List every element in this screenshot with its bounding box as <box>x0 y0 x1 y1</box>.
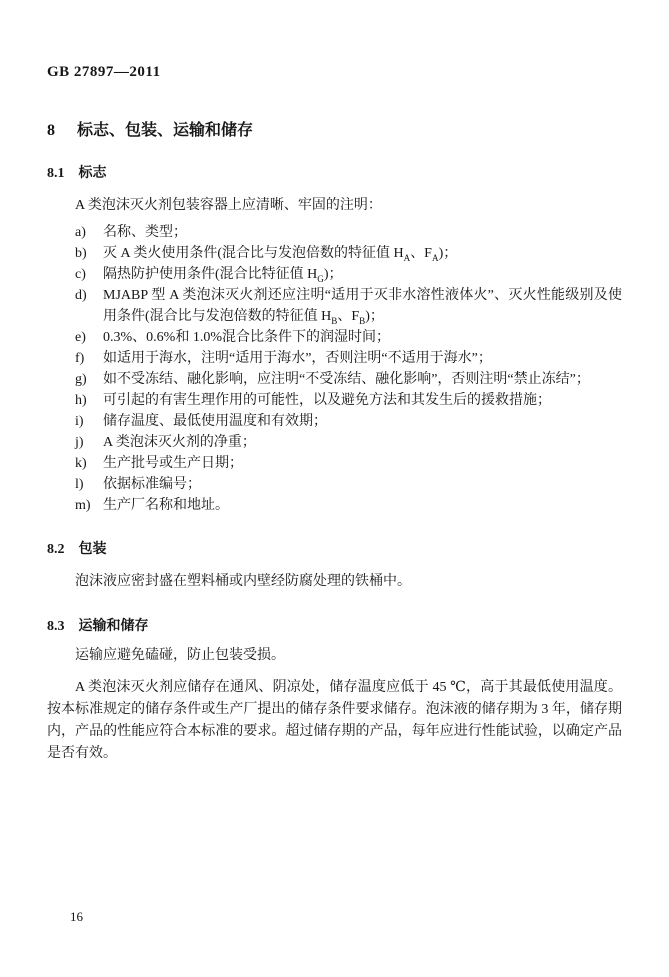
packaging-paragraph: 泡沫液应密封盛在塑料桶或内壁经防腐处理的铁桶中。 <box>75 574 411 589</box>
section-title: 标志、包装、运输和储存 <box>77 122 254 139</box>
list-item <box>75 285 622 327</box>
section-heading-8-2 <box>47 538 622 558</box>
standard-number: GB 27897—2011 <box>47 64 161 80</box>
section-title: 标志 <box>78 166 107 181</box>
list-item-label: i) <box>75 414 84 429</box>
section-number: 8.3 <box>47 619 65 634</box>
list-item-text: 如不受冻结、融化影响，应注明“不受冻结、融化影响”，否则注明“禁止冻结”； <box>103 372 590 387</box>
transport-paragraph-2: A 类泡沫灭火剂应储存在通风、阴凉处，储存温度应低于 45 ℃，高于其最低使用温度。按本标准规定的储存条件或生产厂提出的储存条件要求储存。泡沫液的储存期为 3 年，储存期内，产品的性能应符合本标准的要求。超过储存期的产品，每年应进行性能试验，以确定产品是否有效。 <box>47 680 622 761</box>
section-number: 8.2 <box>47 542 65 557</box>
list-item <box>75 327 622 348</box>
list-item <box>75 411 622 432</box>
list-item-label: d) <box>75 288 87 303</box>
page-number: 16 <box>70 909 83 924</box>
list-item-text: 储存温度、最低使用温度和有效期； <box>103 414 327 429</box>
list-item <box>75 243 622 264</box>
list-item <box>75 453 622 474</box>
list-item-text: 依据标准编号； <box>103 477 201 492</box>
list-item <box>75 222 622 243</box>
transport-paragraph-1: 运输应避免磕碰，防止包装受损。 <box>75 648 285 663</box>
list-item-text: A 类泡沫灭火剂的净重； <box>103 435 256 450</box>
list-item-label: g) <box>75 372 87 387</box>
section-heading-8 <box>47 117 622 140</box>
list-item-label: k) <box>75 456 87 471</box>
list-item-label: f) <box>75 351 85 366</box>
section-number: 8.1 <box>47 166 65 181</box>
section-title: 包装 <box>78 542 107 557</box>
list-item <box>75 348 622 369</box>
list-item-text: 隔热防护使用条件(混合比特征值 $H_G$)； <box>103 267 343 284</box>
section-heading-8-3 <box>47 615 622 635</box>
list-item-text: 如适用于海水，注明“适用于海水”，否则注明“不适用于海水”； <box>103 351 492 366</box>
list-item-text: 可引起的有害生理作用的可能性，以及避免方法和其发生后的援救措施； <box>103 393 551 408</box>
list-item-text: 生产厂名称和地址。 <box>103 498 229 513</box>
marking-intro-paragraph: A 类泡沫灭火剂包装容器上应清晰、牢固的注明： <box>75 198 382 213</box>
list-item <box>75 390 622 411</box>
list-item-label: l) <box>75 477 84 492</box>
list-item-label: a) <box>75 225 86 240</box>
list-item <box>75 264 622 285</box>
list-item-label: c) <box>75 267 86 282</box>
list-item-label: j) <box>75 435 84 450</box>
list-item <box>75 369 622 390</box>
list-item-label: e) <box>75 330 86 345</box>
section-title: 运输和储存 <box>78 619 149 634</box>
list-item-text: 名称、类型； <box>103 225 187 240</box>
list-item-label: b) <box>75 246 87 261</box>
section-number: 8 <box>47 122 55 139</box>
section-heading-8-1 <box>47 162 622 182</box>
list-item <box>75 474 622 495</box>
marking-items-list <box>47 222 622 516</box>
list-item-text: 0.3%、0.6%和 1.0%混合比条件下的润湿时间； <box>103 330 390 345</box>
list-item-text: 生产批号或生产日期； <box>103 456 243 471</box>
list-item-text: MJABP 型 A 类泡沫灭火剂还应注明“适用于灭非水溶性液体火”、灭火性能级别及使用条件(混合比与发泡倍数的特征值 $H_B$、$F_B$)； <box>103 288 622 326</box>
list-item-label: h) <box>75 393 87 408</box>
list-item <box>75 495 622 516</box>
list-item <box>75 432 622 453</box>
list-item-label: m) <box>75 498 91 513</box>
list-item-text: 灭 A 类火使用条件(混合比与发泡倍数的特征值 $H_A$、$F_A$)； <box>103 246 458 263</box>
